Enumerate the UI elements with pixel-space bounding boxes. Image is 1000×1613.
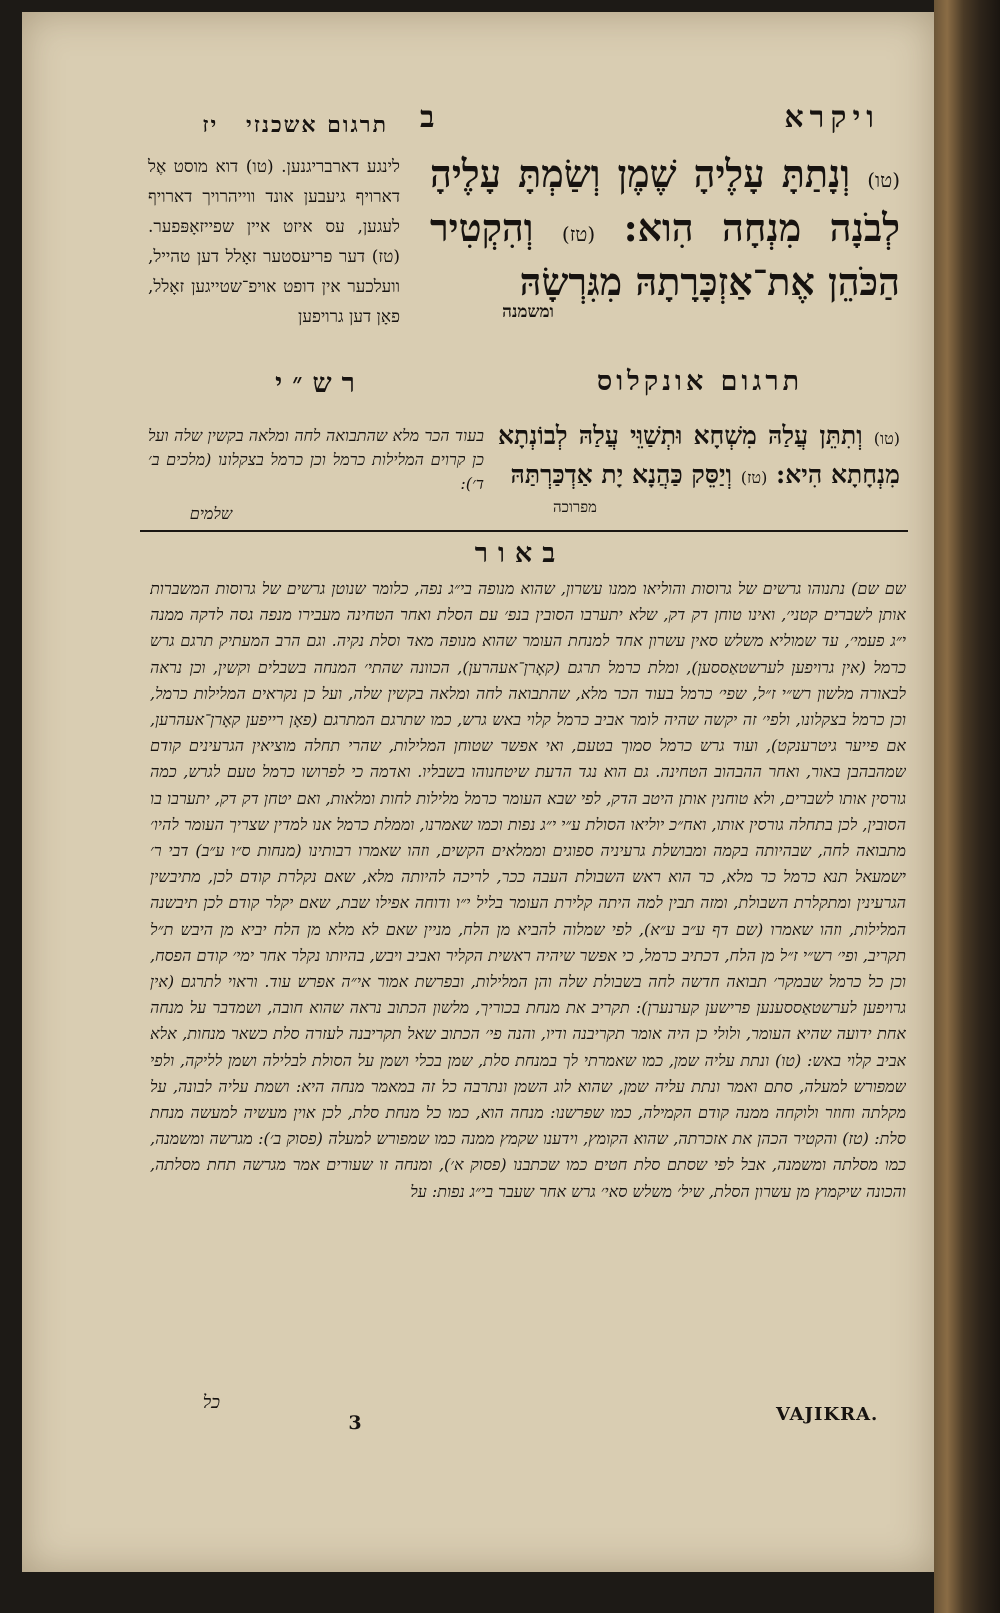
onkelos-title: תרגום אונקלוס [596,366,804,397]
biur-title: באור [474,538,566,569]
biur-catchword: כל [202,1392,220,1413]
book-title: ויקרא [784,100,880,135]
book-header [420,100,880,135]
biur-commentary [150,576,906,1366]
main-verse-text [430,150,900,305]
onkelos-verse-15-number: (טו) [873,429,900,448]
onkelos-verse-16-number: (טז) [740,468,768,487]
chapter-number: ב [420,100,441,135]
rashi-commentary: בעוד הכר מלא שהתבואה לחה ומלאה בקשין שלה ועל כן קרוים המלילות כרמל וכן כרמל בצקלונו (מלכים ב׳ ד׳): [148,426,484,493]
yiddish-translation: לינגע דארבריגנען. (טו) דוא מוסט אֶל דארויף גיעבען אונד ווייהרויך דארויף לעגען, עס איזט איין שפייזאָפּפער. (טז) דער פריעסטער זאָלל דען טהייל, וועלכער אין דופט אויפ־שטייגען זאָלל, פאָן דען גרויפען [148,157,400,327]
running-title: VAJIKRA. [776,1404,879,1425]
onkelos-verse-15-text: וְתִתֵּן עֲלַהּ מִשְׁחָא וּתְשַׁוֵּי עֲלַהּ לְבוֹנְתָא מִנְחָתָא הִיא: [498,421,900,489]
biur-paragraph: שם שם) נתנוהו גרשים של גרוסות והוליאו ממנו עשרון, שהוא מנופה בי״ג נפה, כלומר שנוטן גרשים של גרוסות המשברות אותן לשברים קטני׳, ואינו טוחן דק דק, שלא יתערבו הסובין בנפ׳ עם הסלת ואחר הטחינה מעבירו מנפה גסה לדקה ממנה י״ג פעמי׳, עד שמוליא משלש סאין עשרון אחד למנחת העומר שהוא מנופה מאד וסלת נקיה. וגם הרב המעתיק תרגם גרש כרמל (אין גרויפען לערשטאַססען), ומלת כרמל תרגם (קאָרן־אעהרען), הכוונה שהתי׳ המנחה בשבלים וקשין, וכן נראה לבאורה מלשון רש״י ז״ל, שפי׳ כרמל בעוד הכר מלא, שהתבואה לחה ומלאה בקשין שלה, ועל כן נקראים המלילות כרמל, וכן כרמל בצקלונו, ולפי׳ זה יקשה שהיה לומר אביב כרמל קלוי באש גרש, כמו שתרגם המתרגם (פאָן רייפען קאָרן־אעהרען, אם פייער גיטרענקט), ועוד גרש כרמל סמוך בטעם, ואי אפשר שטוחן המלילות, שהרי תחלה מוציאין הגרעינים קודם שמהבהבן באור, ואחר ההבהוב הטחינה. גם הוא נגד הדעת שיטחנוהו בשבליו. ואדמה כי לפרושו כרמל טעם לגרש, כמה גורסין אותו לשברים, ולא טוחנין אותן היטב הדק, לפי שבא העומר כרמל מלילות לחות ומלאות, ואם יטחן דק דק, יתערבו בו הסובין, לכן בתחלה גורסין אותו, ואח״כ יוליאו הסולת ע״י י״ג נפות וכמו שאמרנו, וממלת כרמל אנו למדין שצריך העומר להיו׳ מתבואה לחה, שבהיותה בקמה ומבושלת גרעיניה ספוגים וממלאים הקשים, וזהו שאמרו רבותינו (מנחות ס״ו ע״ב) דבי ר׳ ישמעאל תנא כרמל כר מלא, כר הוא ראש השבולת העבה ככר, לריכה להיותה מלא, שאם נקלרת קודם לכן, מתיבשין הגרעינין ומתקלרת השבולת, ומזה תבין למה היתה קלירת העומר בליל י״ו ודוחה אפילו שבת, שאם יקלר קודם לכן תיבשנה המלילות, וזהו שאמרו (שם דף ע״ב ע״א), לפי שמלוה להביא מן הלח, מניין שאם לא מלא מן הלח יביא מן היבש ת״ל תקריב, ופי׳ רש״י ז״ל מן הלח, דכתיב כרמל, כי אפשר שיהיה ראשית הקליר ואביב ויבש, בהיותו נקלר אחר ימי׳ קודם הפסח, וכן כל כרמל שבמקר׳ תבואה חדשה לחה בשבולת שלה והן המלילות, ובפרשת אמור אי״ה אפרש עוד. וראוי לתרגם (אין גרויפען לערשטאַססענען פרישען קערנערן): תקריב את מנחת בכוריך, מלשון הכתוב נראה שהוא חובה, ושמדבר על מנחה אחת ידועה שהיא העומר, ולולי כן היה אומר תקריבנה ודיו, והנה פי׳ הכתוב שאל תקריבנה לעזרה סלת כשאר מנחות, אלא אביב קלוי באש: (טו) ונתת עליה שמן, כמו שאמרתי לך במנחת סלת, שמן בכלי ושמן על הסולת לבלילה ושמן לליקה, ולפי שמפורש למעלה, סתם ואמר ונתת עליה שמן, שהוא לוג השמן ונתרבה כל זה במאמר מנחה היא: ושמת עליה לבונה, על מקלתה וחוזר ולוקחה ממנה קודם הקמילה, כמו שפרשנו: מנחה הוא, כמו כל מנחת סלת, לכן אוין מעשיה למעשה מנחת סלת: (טז) והקטיר הכהן את אזכרתה, שהוא הקומץ, וידענו שקמץ ממנה כמו שמפורש למעלה (פסוק ב׳): מגרשה ומשמנה, כמו מסלתה ומשמנה, אבל לפי שסתם סלת חטים כמו שכתבנו (פסוק א׳), ומנחה זו שעורים אמר מגרשה תחת מסלתה, והכונה שיקמוץ מן עשרון הסלת, שיל׳ משלש סאי׳ גרש אחר שעבר בי״ג נפות: על [150,579,906,1201]
rashi-title: רש״י [275,368,365,399]
main-catchword: ומשמנה [502,302,554,322]
section-divider [140,530,908,532]
verse-15-number: (טו) [867,168,900,192]
translation-page-number: יז [202,112,219,138]
translation-header [118,112,388,138]
verse-16-text: וְהִקְטִיר הַכֹּהֵן אֶת־אַזְכָּרָתָהּ מִגִּרְשָׂהּ [430,205,900,304]
onkelos-text [498,418,900,496]
folio-number: 3 [348,1412,362,1434]
page-edge [934,0,1000,1613]
rashi-catchword: שלמים [189,504,233,523]
onkelos-catchword: מפרוכה [553,498,597,516]
verse-16-number: (טז) [561,222,596,246]
translation-title: תרגום אשכנזי [245,112,388,138]
verse-15-text: וְנָתַתָּ עָלֶיהָ שֶׁמֶן וְשַׂמְתָּ עָלֶיהָ לְבֹנָה מִנְחָה הִוא: [430,151,900,250]
onkelos-verse-16-text: וְיַסֵּק כַּהֲנָא יָת אַדְכַּרְתַּהּ [510,460,732,489]
